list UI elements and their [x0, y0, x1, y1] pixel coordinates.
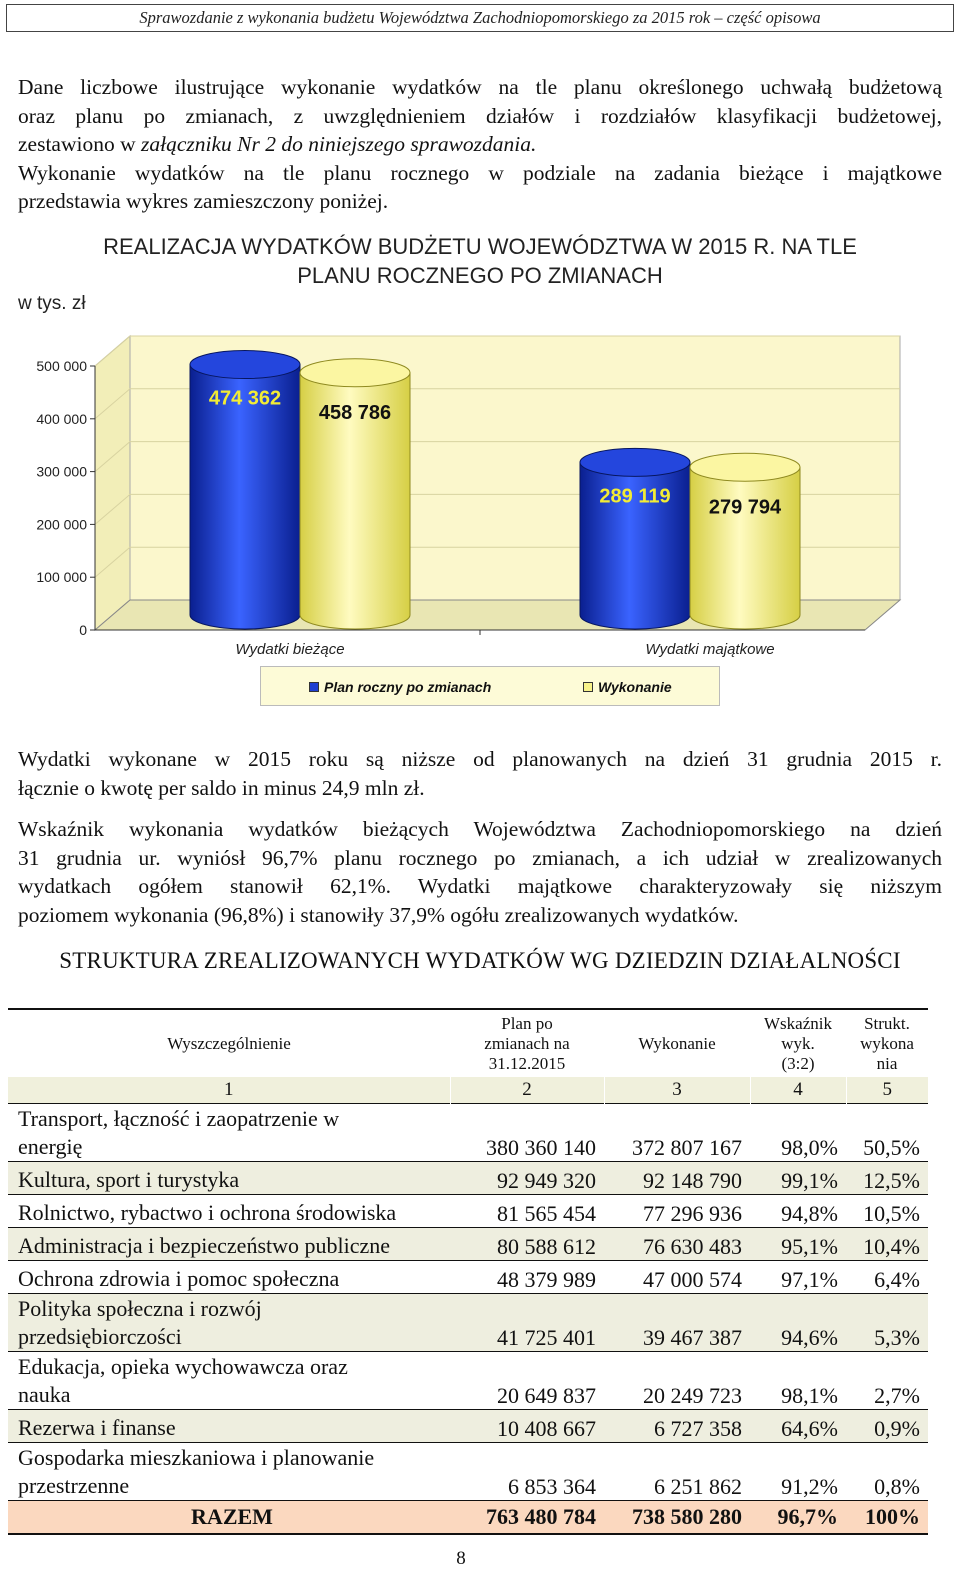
bar-top: [300, 359, 410, 387]
row-label-text: Rezerwa i finanse: [18, 1414, 176, 1440]
total-wskaznik: 96,7%: [777, 1503, 838, 1529]
row-wykonanie: 6 251 862: [654, 1473, 742, 1499]
summary-line: poziomem wykonania (96,8%) i stanowiły 37,9% ogółu zrealizowanych wydatków.: [18, 902, 739, 927]
row-plan: 20 649 837: [497, 1382, 596, 1408]
row-wykonanie: 39 467 387: [643, 1324, 742, 1350]
row-label: [8, 1227, 450, 1260]
table-row: [8, 1409, 928, 1442]
row-label-text: nauka: [18, 1381, 71, 1407]
table-total-row: [8, 1500, 928, 1534]
row-struktura: 10,5%: [863, 1200, 920, 1226]
summary-line: łącznie o kwotę per saldo in minus 24,9 mln zł.: [18, 775, 425, 800]
y-tick-label: 500 000: [36, 358, 87, 374]
bar-top: [580, 448, 690, 476]
total-plan: 763 480 784: [486, 1503, 596, 1529]
page-number: 8: [456, 1548, 466, 1569]
row-plan: 380 360 140: [486, 1134, 596, 1160]
column-number: 2: [450, 1077, 604, 1103]
bar-top: [690, 453, 800, 481]
summary-line: 31 grudnia ur. wyniósł 96,7% planu rocznego po zmianach, a ich udział w zrealizowanych: [18, 845, 942, 870]
row-wykonanie: 92 148 790: [643, 1167, 742, 1193]
row-wskaznik: 99,1%: [781, 1167, 838, 1193]
row-wskaznik: 64,6%: [781, 1415, 838, 1441]
row-wykonanie: 47 000 574: [643, 1266, 742, 1292]
column-number-row: [8, 1077, 928, 1103]
legend-swatch-plan: [309, 682, 319, 692]
chart-legend: [260, 666, 720, 706]
row-struktura: 50,5%: [863, 1134, 920, 1160]
row-label: [8, 1103, 450, 1161]
chart-title-line-2: PLANU ROCZNEGO PO ZMIANACH: [297, 263, 663, 288]
table-row: [8, 1194, 928, 1227]
row-struktura: 5,3%: [874, 1324, 920, 1350]
bar-plan: [580, 448, 690, 629]
table-row: [8, 1351, 928, 1409]
x-axis: [235, 630, 774, 658]
running-header: [6, 4, 954, 32]
y-tick-label: 400 000: [36, 410, 87, 427]
intro-paragraph: [18, 73, 942, 216]
row-struktura: 10,4%: [863, 1233, 920, 1259]
header-plan: Plan po zmianach na 31.12.2015: [484, 1013, 570, 1073]
y-tick-label: 100 000: [36, 569, 87, 586]
row-label-text: Rolnictwo, rybactwo i ochrona środowiska: [18, 1199, 397, 1225]
row-label: [8, 1260, 450, 1293]
row-label: [8, 1409, 450, 1442]
row-label-text: Edukacja, opieka wychowawcza oraz: [18, 1353, 348, 1379]
row-wskaznik: 94,8%: [781, 1200, 838, 1226]
summary-line: Wskaźnik wykonania wydatków bieżących Województwa Zachodniopomorskiego na dzień: [18, 817, 942, 841]
legend-item-plan: [309, 679, 491, 695]
y-tick-label: 0: [79, 622, 87, 638]
row-wykonanie: 77 296 936: [643, 1200, 742, 1226]
intro-line: przedstawia wykres zamieszczony poniżej.: [18, 189, 389, 213]
intro-line: [18, 130, 942, 159]
row-struktura: 2,7%: [874, 1382, 920, 1408]
x-category-label: Wydatki majątkowe: [645, 641, 775, 658]
data-label: 458 786: [318, 401, 392, 424]
row-label-text: Gospodarka mieszkaniowa i planowanie: [18, 1444, 375, 1470]
row-plan: 48 379 989: [497, 1266, 596, 1292]
total-wykonanie: 738 580 280: [632, 1503, 742, 1529]
row-label: [8, 1351, 450, 1409]
row-plan: 6 853 364: [508, 1473, 596, 1499]
row-plan: 92 949 320: [497, 1167, 596, 1193]
y-tick-label: 200 000: [36, 516, 87, 533]
row-wskaznik: 94,6%: [781, 1324, 838, 1350]
row-wskaznik: 98,1%: [781, 1382, 838, 1408]
table-row: [8, 1161, 928, 1194]
row-plan: 41 725 401: [497, 1324, 596, 1350]
summary-line: wydatkach ogółem stanowił 62,1%. Wydatki majątkowe charakteryzowały się niższym: [18, 874, 942, 898]
row-label-text: Kultura, sport i turystyka: [18, 1166, 240, 1192]
legend-swatch-wykonanie: [583, 682, 593, 692]
table-row: [8, 1103, 928, 1161]
bar-body: [690, 467, 800, 629]
column-number: 3: [604, 1077, 750, 1103]
expenditure-chart: [0, 330, 960, 670]
row-label: [8, 1161, 450, 1194]
structure-table: [8, 1008, 928, 1535]
row-label-text: Ochrona zdrowia i pomoc społeczna: [18, 1265, 340, 1291]
intro-line: oraz planu po zmianach, z uwzględnieniem działów i rozdziałów klasyfikacji budżetowej,: [18, 103, 942, 128]
row-label: [8, 1442, 450, 1500]
data-label: 279 794: [708, 496, 782, 519]
table-header-row: [8, 1009, 928, 1077]
total-struktura: 100%: [865, 1503, 920, 1529]
row-struktura: 12,5%: [863, 1167, 920, 1193]
intro-line: Dane liczbowe ilustrujące wykonanie wydatków na tle planu określonego uchwałą budżetową: [18, 75, 942, 99]
running-header-text: Sprawozdanie z wykonania budżetu Województwa Zachodniopomorskiego za 2015 rok – część opisowa: [139, 8, 821, 27]
row-wykonanie: 372 807 167: [632, 1134, 742, 1160]
row-plan: 81 565 454: [497, 1200, 596, 1226]
summary-paragraph-1: [18, 745, 942, 802]
table-row: [8, 1227, 928, 1260]
row-struktura: 0,8%: [874, 1473, 920, 1499]
row-label-text: przedsiębiorczości: [18, 1323, 182, 1349]
row-wykonanie: 20 249 723: [643, 1382, 742, 1408]
table-row: [8, 1293, 928, 1351]
row-label-text: Administracja i bezpieczeństwo publiczne: [18, 1232, 391, 1258]
table-row: [8, 1442, 928, 1500]
column-number: 1: [8, 1077, 450, 1103]
legend-label-wykonanie: Wykonanie: [598, 679, 672, 695]
bar-wykonanie: [690, 453, 800, 629]
chart-side-wall: [95, 336, 130, 630]
intro-text: zestawiono w: [18, 132, 141, 156]
header-wykonanie: Wykonanie: [638, 1033, 716, 1053]
attachment-reference: załączniku Nr 2 do niniejszego sprawozdania.: [141, 132, 537, 156]
data-label: 289 119: [599, 485, 671, 508]
chart-title-line-1: REALIZACJA WYDATKÓW BUDŻETU WOJEWÓDZTWA W 2015 R. NA TLE: [103, 234, 857, 259]
legend-label-plan: Plan roczny po zmianach: [324, 679, 492, 695]
row-plan: 80 588 612: [497, 1233, 596, 1259]
row-wykonanie: 76 630 483: [643, 1233, 742, 1259]
row-label-text: przestrzenne: [18, 1472, 130, 1498]
row-label: [8, 1194, 450, 1227]
row-label-text: Polityka społeczna i rozwój: [18, 1295, 262, 1321]
x-category-label: Wydatki bieżące: [235, 641, 345, 658]
row-label-text: energię: [18, 1133, 83, 1159]
row-wykonanie: 6 727 358: [654, 1415, 742, 1441]
row-struktura: 6,4%: [874, 1266, 920, 1292]
row-label-text: Transport, łączność i zaopatrzenie w: [18, 1105, 340, 1131]
summary-line: Wydatki wykonane w 2015 roku są niższe od planowanych na dzień 31 grudnia 2015 r.: [18, 747, 942, 771]
row-wskaznik: 97,1%: [781, 1266, 838, 1292]
column-number: 5: [846, 1077, 928, 1103]
intro-line: Wykonanie wydatków na tle planu rocznego w podziale na zadania bieżące i majątkowe: [18, 160, 942, 185]
row-struktura: 0,9%: [874, 1415, 920, 1441]
chart-unit-label: w tys. zł: [18, 293, 86, 314]
header-wskaznik: Wskaźnik wyk. (3:2): [764, 1013, 832, 1073]
y-tick-label: 300 000: [36, 463, 87, 480]
table-row: [8, 1260, 928, 1293]
table-title: STRUKTURA ZREALIZOWANYCH WYDATKÓW WG DZIEDZIN DZIAŁALNOŚCI: [59, 948, 901, 973]
data-label: 474 362: [208, 387, 282, 410]
bar-wykonanie: [300, 359, 410, 629]
row-wskaznik: 95,1%: [781, 1233, 838, 1259]
header-wyszczegolnienie: Wyszczególnienie: [167, 1033, 291, 1053]
header-struktura: Strukt. wykona nia: [860, 1013, 914, 1073]
total-label: RAZEM: [191, 1503, 273, 1529]
row-wskaznik: 98,0%: [781, 1134, 838, 1160]
row-label: [8, 1293, 450, 1351]
row-plan: 10 408 667: [497, 1415, 596, 1441]
column-number: 4: [750, 1077, 846, 1103]
bar-top: [190, 351, 300, 379]
summary-paragraph-2: [18, 815, 942, 929]
legend-item-wykonanie: [583, 679, 672, 695]
row-wskaznik: 91,2%: [781, 1473, 838, 1499]
